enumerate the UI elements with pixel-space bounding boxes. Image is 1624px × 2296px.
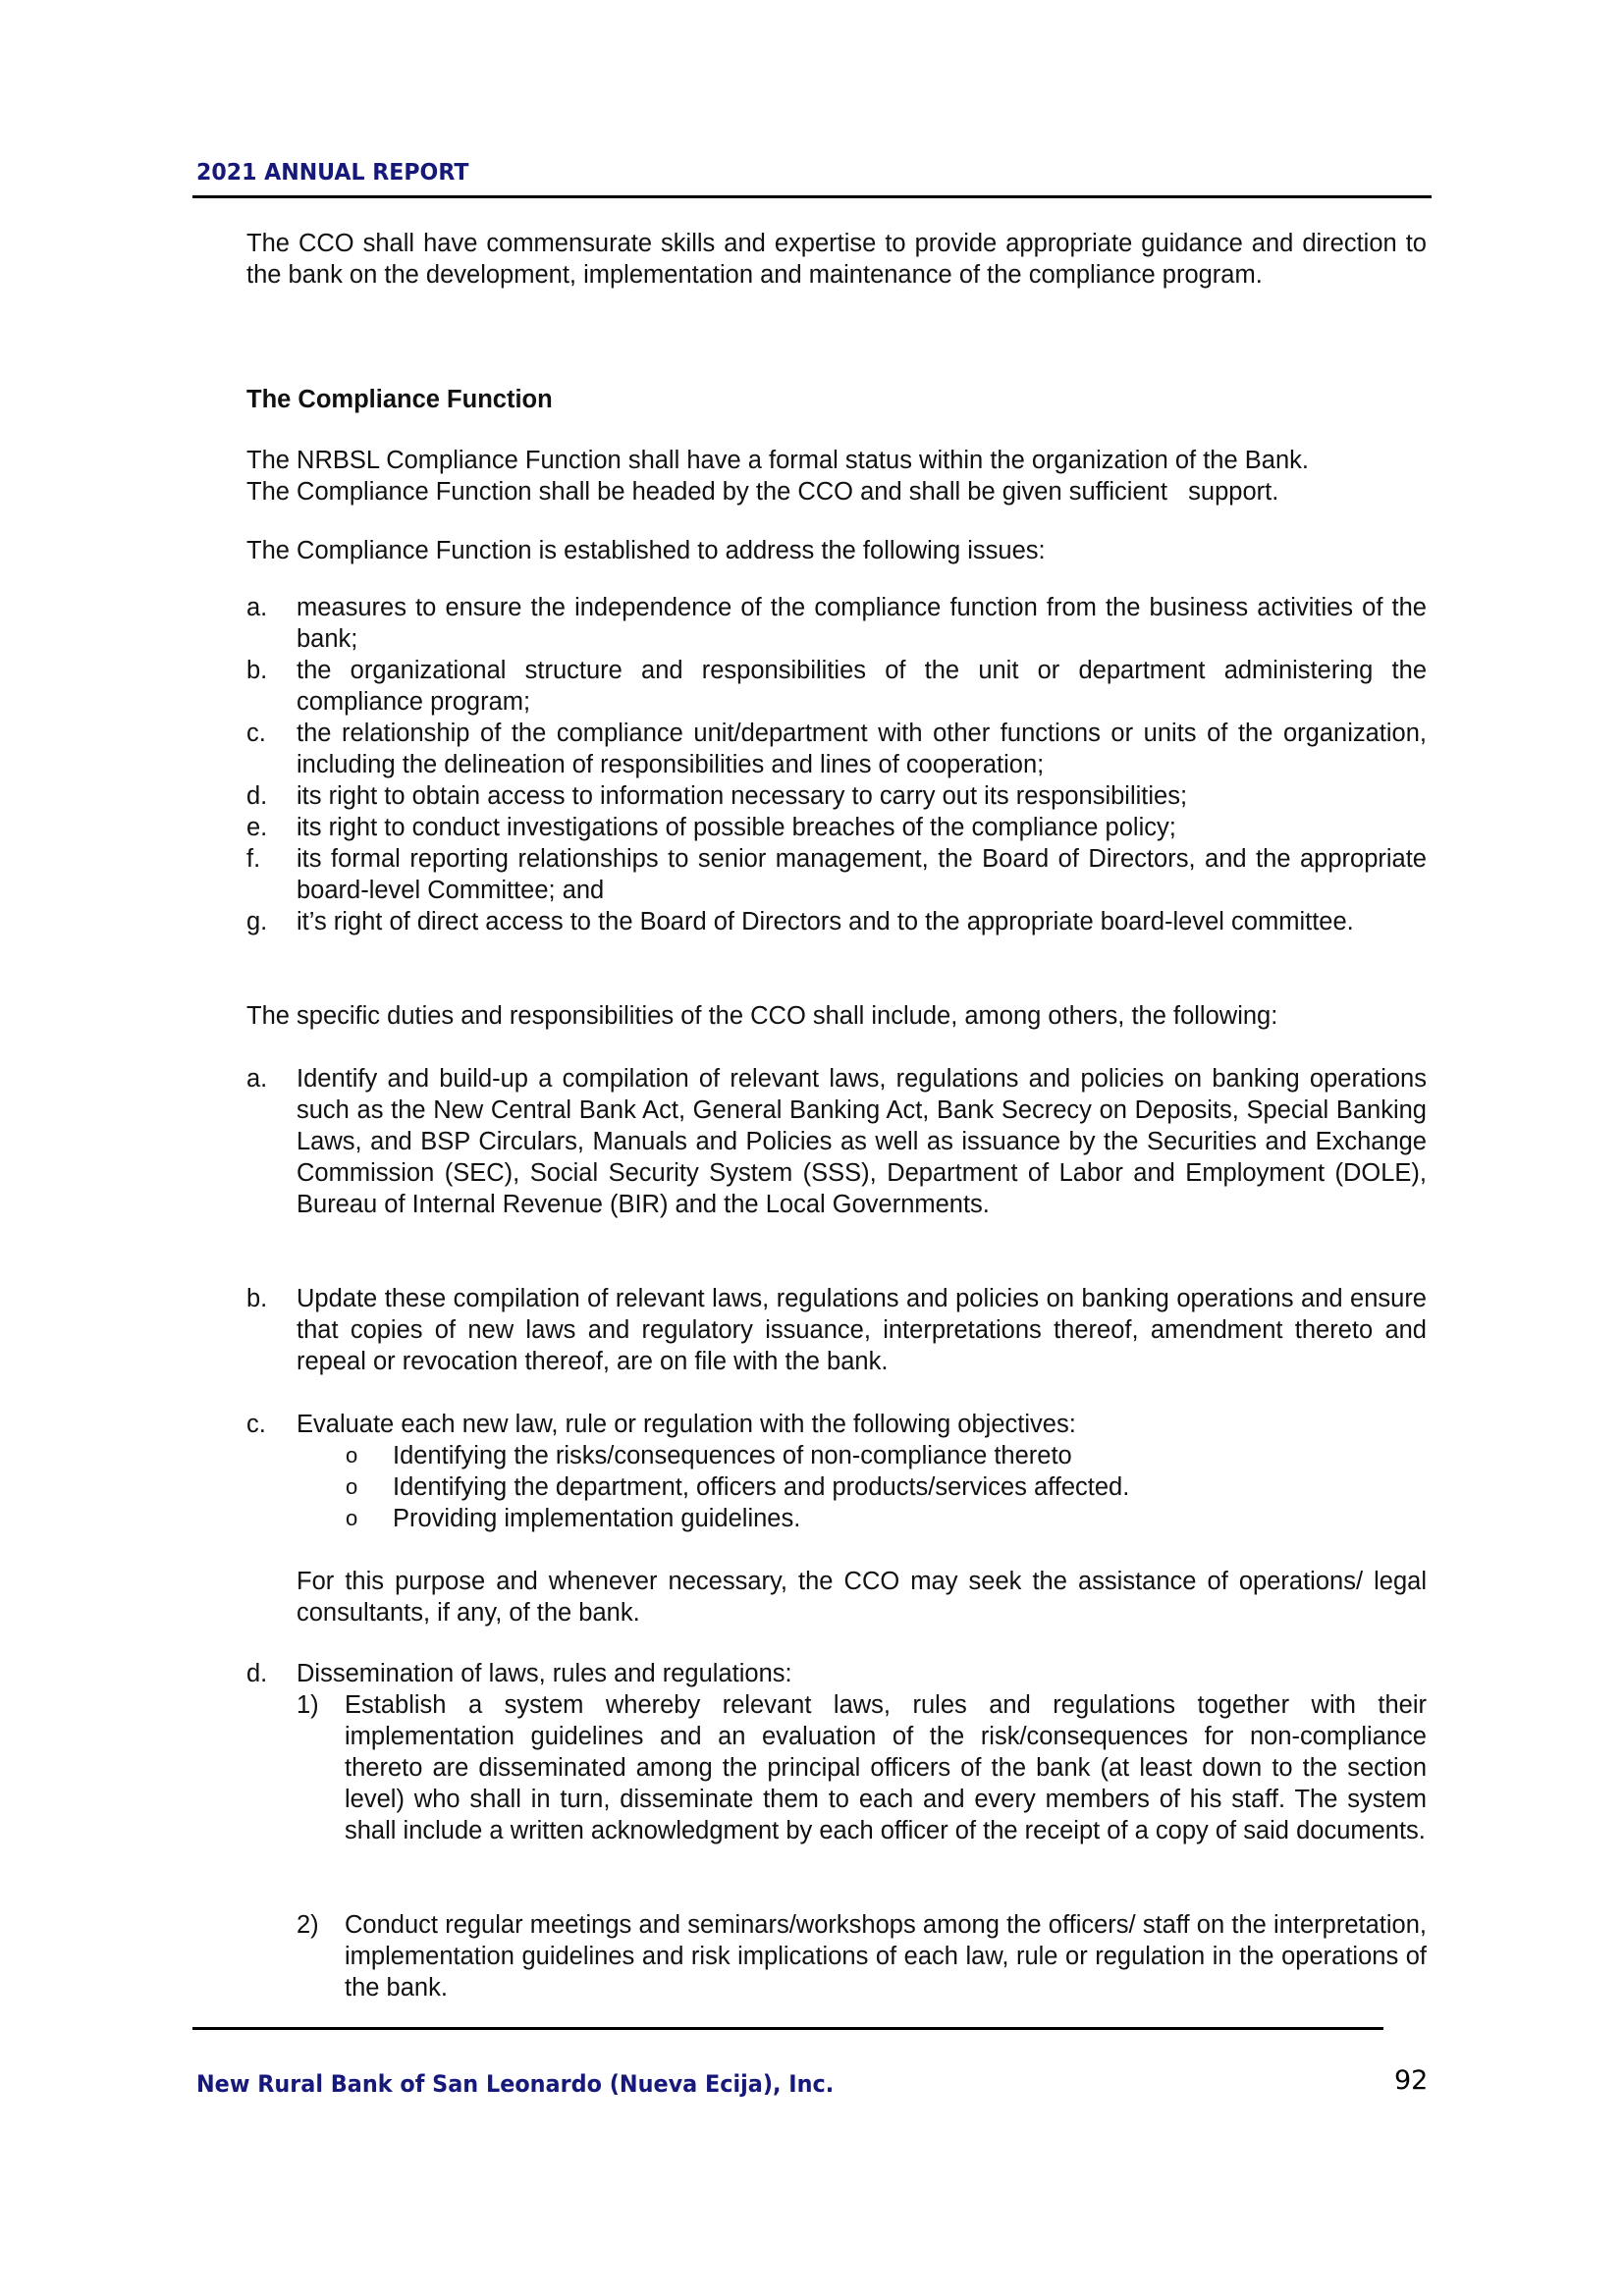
objective-text: Identifying the risks/consequences of non-compliance thereto [393, 1442, 1072, 1469]
dissemination-step [246, 1689, 1427, 1846]
issue-item [246, 592, 1427, 655]
issue-text: the relationship of the compliance unit/department with other functions or units of the organization, including the delineation of responsibilities and lines of cooperation; [297, 720, 1427, 778]
intro-paragraph: The CCO shall have commensurate skills and expertise to provide appropriate guidance and direction to the bank on the development, implementation and maintenance of the compliance program. [246, 230, 1427, 289]
duties-intro: The specific duties and responsibilities of the CCO shall include, among others, the following: [246, 1002, 1278, 1030]
issue-label: d. [246, 782, 268, 810]
duty-item [246, 1658, 1427, 1689]
section-heading: The Compliance Function [246, 386, 553, 413]
issue-item [246, 718, 1427, 780]
issue-text: it’s right of direct access to the Board of Directors and to the appropriate board-level committee. [297, 908, 1354, 935]
issue-label: c. [246, 720, 266, 747]
footer-organization-name: New Rural Bank of San Leonardo (Nueva Ecija), Inc. [196, 2070, 835, 2098]
issue-item [246, 655, 1427, 718]
duty-item [246, 1283, 1427, 1377]
issue-text: its right to obtain access to information necessary to carry out its responsibilities; [297, 782, 1188, 810]
duty-c-note-block [246, 1566, 1427, 1629]
circle-bullet-icon: o [346, 1443, 358, 1468]
objective-text: Identifying the department, officers and products/services affected. [393, 1473, 1130, 1501]
duty-text: Identify and build-up a compilation of relevant laws, regulations and policies on banking operations such as the New Central Bank Act, General Banking Act, Bank Secrecy on Deposits, Special Banking Laws, and BSP Circulars, Manuals and Policies as well as issuance by the Securities and Exchange Commission (SEC), Social Security System (SSS), Department of Labor and Employment (DOLE), Bureau of Internal Revenue (BIR) and the Local Governments. [297, 1065, 1427, 1218]
issues-intro: The Compliance Function is established to address the following issues: [246, 537, 1046, 564]
dissemination-step [246, 1909, 1427, 2003]
status-paragraph [246, 445, 1427, 507]
duty-item [246, 1063, 1427, 1220]
header-divider [192, 195, 1432, 198]
objective-text: Providing implementation guidelines. [393, 1505, 801, 1532]
duty-item [246, 1409, 1427, 1440]
duty-c [246, 1409, 1427, 1534]
duty-d-step-2-block [246, 1909, 1427, 2003]
issue-label: b. [246, 657, 268, 684]
objective-item [246, 1440, 1427, 1471]
duty-label: d. [246, 1660, 268, 1687]
duty-text: Evaluate each new law, rule or regulation with the following objectives: [297, 1411, 1076, 1438]
duty-a [246, 1063, 1427, 1220]
issue-item [246, 780, 1427, 812]
page-number: 92 [1394, 2065, 1429, 2096]
duty-label: c. [246, 1411, 266, 1438]
issues-list [246, 592, 1427, 937]
circle-bullet-icon: o [346, 1506, 358, 1530]
duty-b [246, 1283, 1427, 1377]
circle-bullet-icon: o [346, 1474, 358, 1499]
issue-text: the organizational structure and responsibilities of the unit or department administering the compliance program; [297, 657, 1427, 716]
duty-text: Update these compilation of relevant laws, regulations and policies on banking operations and ensure that copies of new laws and regulatory issuance, interpretations thereof, amendment thereto and repeal or revocation thereof, are on file with the bank. [297, 1285, 1427, 1375]
issue-text: measures to ensure the independence of the compliance function from the business activities of the bank; [297, 594, 1427, 653]
status-line-1: The NRBSL Compliance Function shall have a formal status within the organization of the Bank. [246, 447, 1309, 474]
objective-item [246, 1503, 1427, 1534]
issue-label: f. [246, 845, 261, 873]
issue-item [246, 906, 1427, 937]
issue-text: its formal reporting relationships to senior management, the Board of Directors, and the appropriate board-level Committee; and [297, 845, 1427, 904]
intro-section [246, 228, 1427, 291]
step-text: Establish a system whereby relevant laws, rules and regulations together with their implementation guidelines and an evaluation of the risk/consequences for non-compliance thereto are disseminated among the principal officers of the bank (at least down to the section level) who shall in turn, disseminate them to each and every members of his staff. The system shall include a written acknowledgment by each officer of the receipt of a copy of said documents. [345, 1691, 1427, 1844]
step-label: 1) [297, 1691, 319, 1719]
duty-d [246, 1658, 1427, 1846]
issue-label: a. [246, 594, 268, 621]
duty-text: Dissemination of laws, rules and regulations: [297, 1660, 792, 1687]
duty-label: b. [246, 1285, 268, 1312]
step-text: Conduct regular meetings and seminars/workshops among the officers/ staff on the interpretation, implementation guidelines and risk implications of each law, rule or regulation in the operations of the bank. [345, 1911, 1427, 2002]
duty-label: a. [246, 1065, 268, 1093]
issue-item [246, 843, 1427, 906]
issue-text: its right to conduct investigations of possible breaches of the compliance policy; [297, 814, 1176, 841]
status-line-2: The Compliance Function shall be headed by the CCO and shall be given sufficient support. [246, 478, 1279, 506]
step-label: 2) [297, 1911, 319, 1939]
compliance-function-section [246, 384, 1427, 415]
issues-intro-block [246, 535, 1427, 566]
issue-item [246, 812, 1427, 843]
duties-intro-block [246, 1000, 1427, 1032]
objective-item [246, 1471, 1427, 1503]
footer-divider [192, 2027, 1383, 2030]
report-header-title: 2021 ANNUAL REPORT [196, 160, 469, 186]
duty-c-note: For this purpose and whenever necessary, the CCO may seek the assistance of operations/ legal consultants, if any, of the bank. [297, 1568, 1427, 1627]
issue-label: g. [246, 908, 268, 935]
issue-label: e. [246, 814, 268, 841]
